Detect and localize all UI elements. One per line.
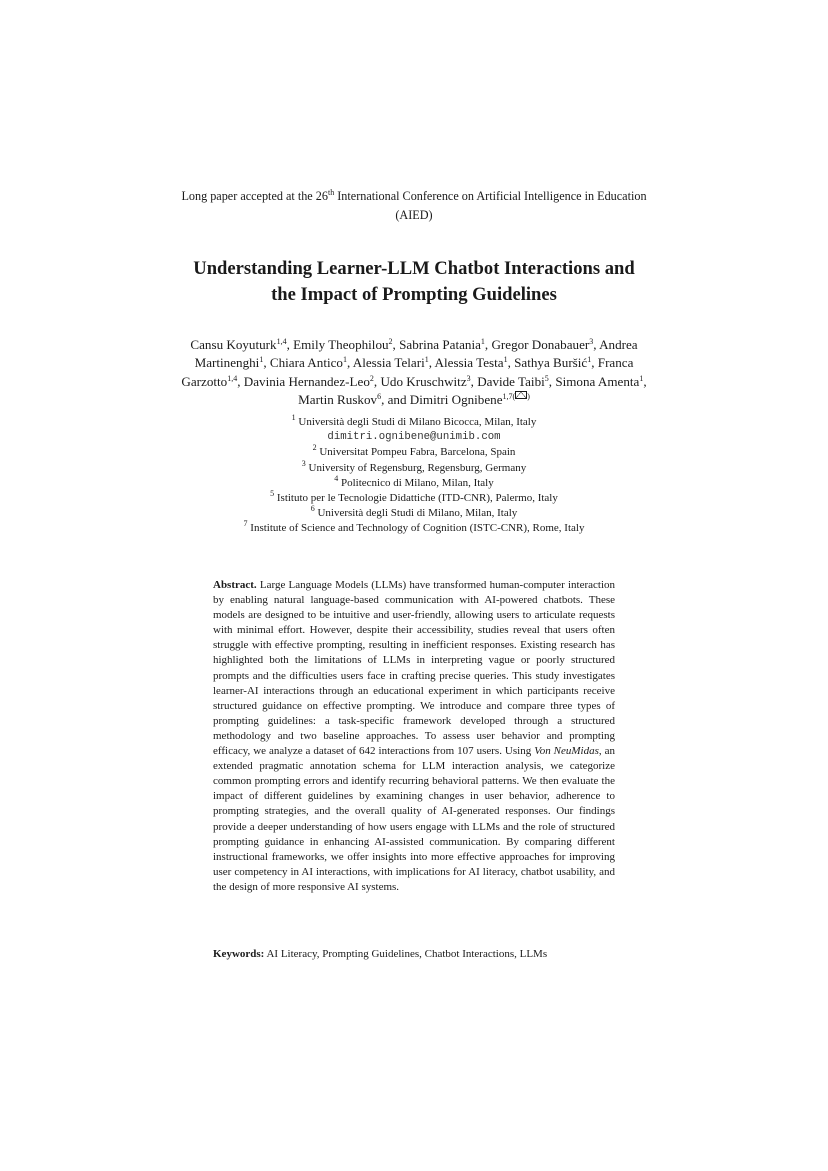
author-separator: , [392,337,400,352]
author-separator: , [263,355,270,371]
affiliation-item [0,458,828,476]
author-affiliation-sup: 1 [639,373,644,383]
author-affiliation-sup: 1 [587,355,592,365]
author-name: Martin Ruskov [298,391,378,407]
author-affiliation-sup: 5 [544,373,549,383]
author-name: Sathya Buršić [514,355,588,371]
author-name: Andrea Martinenghi [194,337,638,371]
abstract-schema-name: Von NeuMidas [534,745,599,758]
author-affiliation-sup: 6 [377,391,382,401]
acceptance-notice [0,187,828,225]
author-separator: , [470,373,478,389]
author-separator: , [591,355,598,371]
notice-text-suffix: International Conference on Artificial Intelligence in Education [334,189,647,203]
conference-acronym: (AIED) [395,208,433,222]
author-separator: , [346,355,353,371]
keywords [213,947,615,962]
keywords-label: Keywords: [213,948,265,960]
author-affiliation-sup: 1,4 [276,337,287,346]
author-separator: , [548,373,556,389]
author-separator: , [237,373,244,389]
author-name: Emily Theophilou [293,337,389,352]
title-line-2: the Impact of Prompting Guidelines [271,284,557,305]
author-name: Simona Amenta [555,373,640,389]
author-name: Udo Kruschwitz [380,373,467,389]
affiliation-number: 7 [243,519,248,529]
author-affiliation-sup: 3 [589,337,594,346]
author-affiliation-sup: 1 [480,337,485,346]
author-list [170,336,658,409]
abstract-text-cont: , an extended pragmatic annotation schema for LLM interaction analysis, we categorize common prompting errors and identify recurring behavioral patterns. We then evaluate the impact of different guidelines by examining changes in user behavior, adherence to prompting strategies, and the overall quality of AI-generated responses. Our findings provide a deeper understanding of how users engage with LLMs and the role of structured prompting guidance in enhancing AI-assisted communication. By comparing different instructional frameworks, we offer insights into more effective approaches for improving user competency in AI interactions, with implications for AI literacy, chatbot usability, and the design of more responsive AI systems. [213,745,615,893]
abstract-label: Abstract. [213,579,257,591]
author-separator: , [484,337,492,352]
author-affiliation-sup: 2 [369,373,374,383]
affiliation-number: 4 [334,473,339,483]
affiliation-number: 6 [310,504,315,514]
notice-text: Long paper accepted at the 26 [181,189,328,203]
affiliation-item [0,491,828,506]
author-separator: , [286,337,294,352]
author-affiliation-sup: 3 [466,373,471,383]
affiliation-text: Università degli Studi di Milano, Milan, Italy [317,507,518,520]
author-separator: , [373,373,381,389]
affiliation-number: 1 [291,413,296,422]
author-separator: , and [381,391,410,407]
affiliation-item [0,506,828,521]
author-name: Alessia Telari [352,355,425,371]
author-name: Dimitri Ognibene [409,391,503,407]
affiliation-number: 2 [312,443,317,453]
author-name: Davinia Hernandez-Leo [243,373,370,389]
affiliation-text: Universitat Pompeu Fabra, Barcelona, Spain [319,446,516,459]
author-affiliation-sup: 2 [388,337,393,346]
author-separator: , [507,355,515,371]
affiliation-text: Politecnico di Milano, Milan, Italy [340,476,494,489]
notice-sup: th [327,188,335,197]
affiliation-text: University of Regensburg, Regensburg, Germany [308,461,527,474]
author-affiliation-sup: 1,7( [502,391,516,401]
author-name: Gregor Donabauer [491,337,590,352]
corresponding-close: ) [527,391,530,401]
affiliation-item [0,445,828,460]
affiliation-list [0,415,828,537]
author-affiliation-sup: 1 [342,355,347,365]
abstract [213,578,615,895]
author-name: Sabrina Patania [399,337,481,352]
affiliation-text: Istituto per le Tecnologie Didattiche (ITD-CNR), Palermo, Italy [276,492,558,505]
author-name: Alessia Testa [434,355,504,371]
paper-title [0,256,828,308]
author-name: Davide Taibi [477,373,545,389]
affiliation-item [0,415,828,430]
affiliation-item [0,473,828,491]
affiliation-text: Università degli Studi di Milano Bicocca, Milan, Italy [298,416,537,428]
author-separator: , [643,373,647,389]
contact-email[interactable]: dimitri.ognibene@unimib.com [327,431,501,444]
author-separator: , [428,355,435,371]
author-separator: , [593,337,600,352]
author-name: Chiara Antico [269,355,343,371]
envelope-icon [515,391,527,399]
author-affiliation-sup: 1 [503,355,508,365]
affiliation-item [0,521,828,536]
title-line-1: Understanding Learner-LLM Chatbot Interactions and [193,258,635,279]
author-name: Cansu Koyuturk [190,337,277,352]
keywords-text: AI Literacy, Prompting Guidelines, Chatbot Interactions, LLMs [264,948,548,960]
author-name: Franca Garzotto [181,355,634,389]
author-affiliation-sup: 1 [259,355,264,365]
author-affiliation-sup: 1 [424,355,429,365]
affiliation-text: Institute of Science and Technology of Cognition (ISTC-CNR), Rome, Italy [250,522,585,535]
affiliation-number: 5 [270,489,275,499]
author-affiliation-sup: 1,4 [227,373,238,383]
affiliation-number: 3 [301,458,306,468]
abstract-text: Large Language Models (LLMs) have transformed human-computer interaction by enabling natural language-based communication with AI-powered chatbots. These models are designed to be intuitive and user-friendly, allowing users to articulate requests with minimal effort. However, despite their accessibility, studies reveal that users often struggle with effective prompting, resulting in inefficient responses. Existing research has highlighted both the limitations of LLMs in interpreting vague or poorly structured prompts and the difficulties users face in crafting precise queries. This study investigates learner-AI interactions through an educational experiment in which participants receive structured guidance on effective prompting. We introduce and compare three types of prompting guidelines: a task-specific framework developed through a structured methodology and two baseline approaches. To assess user behavior and prompting efficacy, we analyze a dataset of 642 interactions from 107 users. Using [213,579,615,758]
